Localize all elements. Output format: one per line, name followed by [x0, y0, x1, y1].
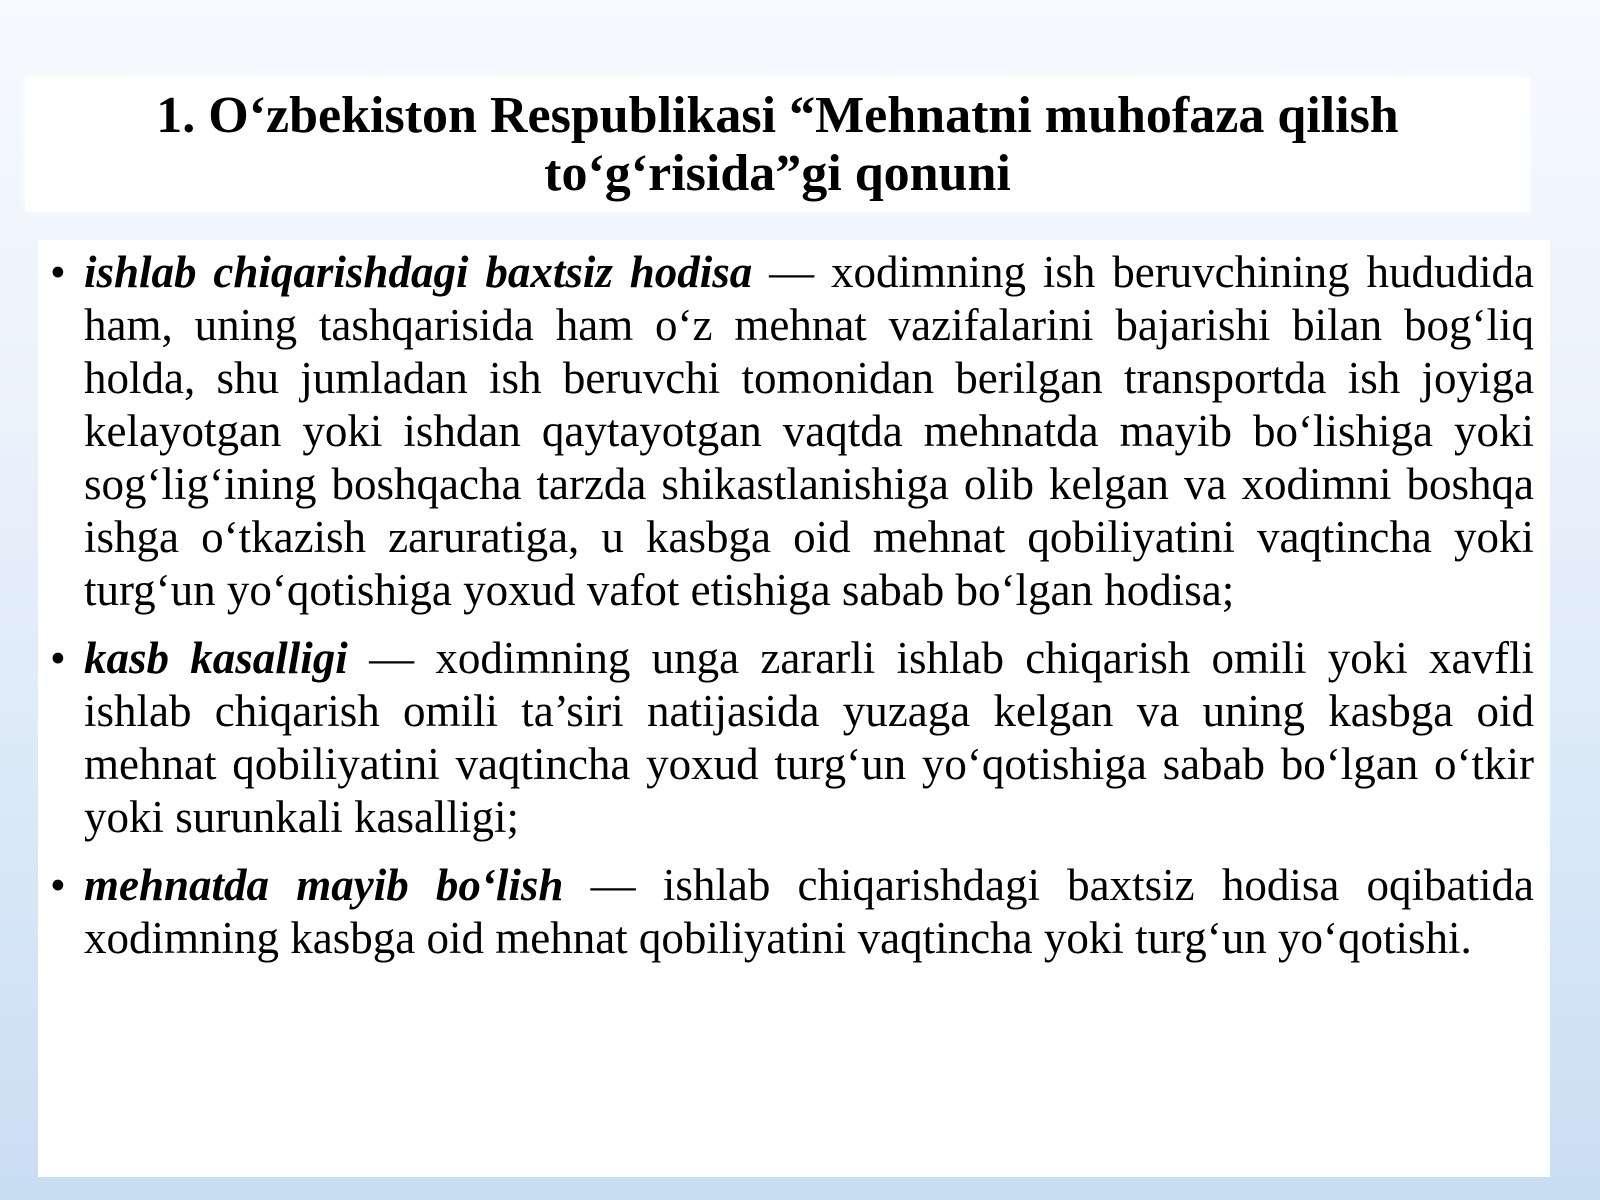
term-label: ishlab chiqarishdagi baxtsiz hodisa	[84, 247, 753, 297]
title-line-2: to‘g‘risida”gi qonuni	[544, 144, 1011, 202]
bullet-icon: •	[50, 860, 66, 910]
definition-text: — xodimning ish beruvchining hududida ham, uning tashqarisida ham o‘z mehnat vazifalarini bajarishi bilan bog‘liq holda, shu jumladan ish beruvchi tomonidan berilgan transportda ish joyiga kelayotgan yoki ishdan qaytayotgan vaqtda mehnatda mayib bo‘lishiga yoki sog‘lig‘ining boshqacha tarzda shikastlanishiga olib kelgan va xodimni boshqa ishga o‘tkazish zaruratiga, u kasbga oid mehnat qobiliyatini vaqtincha yoki turg‘un yo‘qotishiga yoxud vafot etishiga sabab bo‘lgan hodisa;	[84, 247, 1534, 615]
term-label: kasb kasalligi	[84, 633, 348, 683]
definition-text: — ishlab chiqarishdagi baxtsiz hodisa oqibatida xodimning kasbga oid mehnat qobiliyatini vaqtincha yoki turg‘un yo‘qotishi.	[84, 860, 1534, 963]
definition-text: — xodimning unga zararli ishlab chiqarish omili yoki xavfli ishlab chiqarish omili ta’siri natijasida yuzaga kelgan va uning kasbga oid mehnat qobiliyatini vaqtincha yoxud turg‘un yo‘qotishiga sabab bo‘lgan o‘tkir yoki surunkali kasalligi;	[84, 633, 1534, 842]
bullet-icon: •	[50, 633, 66, 683]
list-item-occupational-disease	[38, 632, 1534, 844]
slide-title	[25, 77, 1530, 212]
title-line-1: 1. O‘zbekiston Respublikasi “Mehnatni muhofaza qilish	[156, 86, 1399, 144]
list-item-industrial-accident	[38, 246, 1534, 617]
bullet-icon: •	[50, 247, 66, 297]
term-label: mehnatda mayib bo‘lish	[84, 860, 564, 910]
list-item-work-injury	[38, 859, 1534, 965]
definitions-list	[38, 240, 1550, 1177]
